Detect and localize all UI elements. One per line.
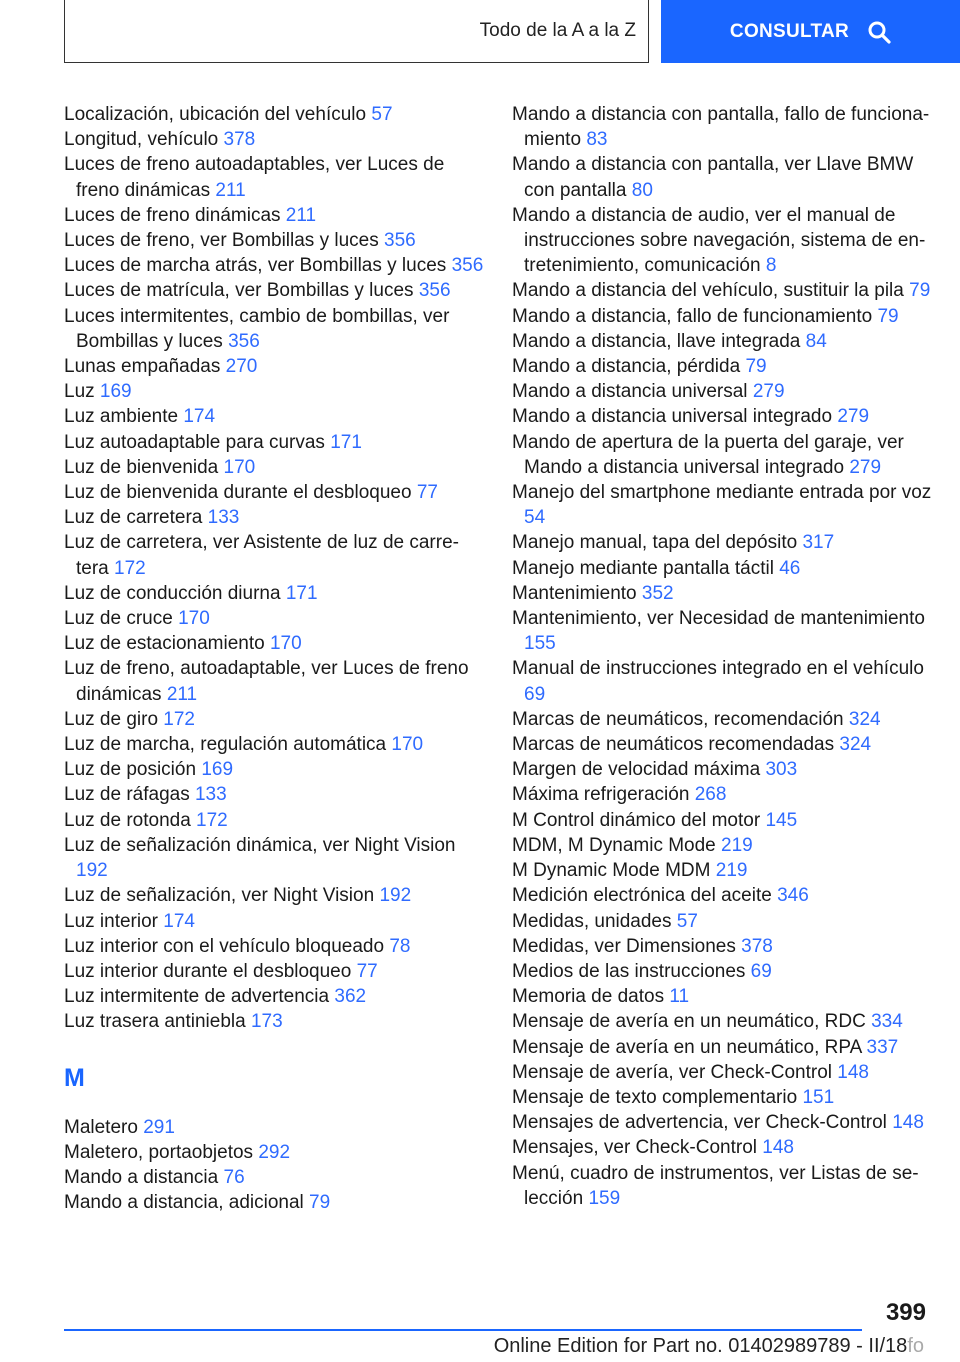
page-link[interactable]: 77 xyxy=(416,482,438,504)
index-entry-text: Mantenimiento, ver Necesidad de mantenimiento xyxy=(512,608,925,630)
footer-divider xyxy=(64,1329,862,1331)
index-entry xyxy=(512,656,932,706)
page-link[interactable]: 79 xyxy=(309,1192,331,1214)
index-entry xyxy=(512,1110,932,1135)
index-entry-text: Medición electrónica del aceite xyxy=(512,885,772,907)
page-link[interactable]: 378 xyxy=(223,129,256,151)
index-entry-text: Lunas empañadas xyxy=(64,356,221,378)
index-entry xyxy=(64,127,484,152)
index-entry xyxy=(512,480,932,530)
index-entry-text: M Dynamic Mode MDM xyxy=(512,860,711,882)
page-link[interactable]: 362 xyxy=(334,986,367,1008)
index-entry xyxy=(512,404,932,429)
index-entry-text: Luces de freno dinámicas xyxy=(64,204,281,226)
index-entry xyxy=(64,152,484,202)
page-link[interactable]: 334 xyxy=(871,1011,903,1033)
page-link[interactable]: 356 xyxy=(451,255,484,277)
section-letter: M xyxy=(64,1063,85,1092)
index-entry xyxy=(64,883,484,908)
page-link[interactable]: 46 xyxy=(779,557,801,579)
index-entry xyxy=(64,808,484,833)
index-entry-text: Luces de freno autoadaptables, ver Luces de freno dinámicas xyxy=(64,154,445,201)
index-entry xyxy=(512,909,932,934)
page-link[interactable]: 170 xyxy=(391,734,424,756)
page-link[interactable]: 192 xyxy=(76,860,108,882)
page-link[interactable]: 169 xyxy=(201,759,234,781)
index-entry xyxy=(64,959,484,984)
index-entry xyxy=(64,278,484,303)
page-link[interactable]: 356 xyxy=(228,330,260,352)
search-icon xyxy=(867,20,891,44)
index-entry-text: Luz de cruce xyxy=(64,608,173,630)
index-entry xyxy=(64,757,484,782)
index-entry-text: Mensajes de advertencia, ver Check-Control xyxy=(512,1112,887,1134)
index-entry xyxy=(64,228,484,253)
page-link[interactable]: 170 xyxy=(269,633,302,655)
index-entry-text: Mando a distancia, pérdida xyxy=(512,356,741,378)
tab-a-to-z-label: Todo de la A a la Z xyxy=(479,20,636,41)
index-entry xyxy=(64,732,484,757)
page-link[interactable]: 324 xyxy=(839,734,872,756)
index-entry xyxy=(512,379,932,404)
page-link[interactable]: 79 xyxy=(745,356,767,378)
index-entry-text: Luz intermitente de advertencia xyxy=(64,986,330,1008)
index-entry xyxy=(64,455,484,480)
index-entry-text: Manejo manual, tapa del depósito xyxy=(512,532,798,554)
index-entry xyxy=(64,430,484,455)
page-link[interactable]: 219 xyxy=(721,834,753,856)
index-entry xyxy=(512,732,932,757)
index-entry-text: Manejo del smartphone mediante entrada por voz xyxy=(512,482,932,504)
page-link[interactable]: 337 xyxy=(866,1036,899,1058)
index-entry xyxy=(64,1190,484,1215)
page-link[interactable]: 80 xyxy=(631,179,653,201)
page-link[interactable]: 79 xyxy=(909,280,931,302)
index-entry xyxy=(512,556,932,581)
index-entry-text: Mando a distancia de audio, ver el manual de instrucciones sobre navegación, sistema de entretenimiento, comunicación xyxy=(512,204,926,277)
page-link[interactable]: 378 xyxy=(741,935,773,957)
index-entry-text: Mensaje de texto complementario xyxy=(512,1086,798,1108)
page-link[interactable]: 78 xyxy=(389,935,411,957)
index-entry xyxy=(64,379,484,404)
index-entry-text: Mando de apertura de la puerta del garaje, ver Mando a distancia universal integrado xyxy=(512,431,904,478)
index-entry-text: Marcas de neumáticos recomendadas xyxy=(512,734,835,756)
page-link[interactable]: 148 xyxy=(892,1112,924,1134)
index-entry-text: Medios de las instrucciones xyxy=(512,960,746,982)
index-entry xyxy=(512,1035,932,1060)
tab-a-to-z[interactable] xyxy=(64,0,649,63)
page-link[interactable]: 173 xyxy=(250,1011,283,1033)
index-entry-text: Manual de instrucciones integrado en el vehículo xyxy=(512,658,924,680)
index-entry-text: Mando a distancia xyxy=(64,1166,219,1188)
index-entry-text: M Control dinámico del motor xyxy=(512,809,761,831)
index-entry-text: Mando a distancia, adicional xyxy=(64,1192,304,1214)
index-entry-text: Luz de carretera xyxy=(64,507,203,529)
index-entry xyxy=(512,152,932,202)
index-entry xyxy=(512,707,932,732)
index-entry-text: Localización, ubicación del vehículo xyxy=(64,104,367,125)
page-link[interactable]: 170 xyxy=(178,608,210,630)
index-entry-text: Mando a distancia del vehículo, sustituir la pila xyxy=(512,280,904,302)
index-entry-text: Luz de señalización, ver Night Vision xyxy=(64,885,375,907)
index-entry-text: Mensaje de avería en un neumático, RPA xyxy=(512,1036,862,1058)
index-entry xyxy=(64,1115,484,1140)
page-link[interactable]: 192 xyxy=(379,885,412,907)
index-entry xyxy=(64,581,484,606)
index-entry xyxy=(512,1135,932,1160)
index-entry xyxy=(64,203,484,228)
index-entry xyxy=(64,480,484,505)
index-entry-text: Luces intermitentes, cambio de bombillas, ver Bombillas y luces xyxy=(64,305,450,352)
edition-text: Online Edition for Part no. 01402989789 - II/18 xyxy=(493,1335,908,1357)
index-entry xyxy=(512,102,932,152)
page-link[interactable]: 171 xyxy=(330,431,362,453)
index-entry xyxy=(64,404,484,429)
index-entry-text: Luz interior xyxy=(64,910,158,932)
page-link[interactable]: 356 xyxy=(418,280,451,302)
page-link[interactable]: 270 xyxy=(225,356,258,378)
index-entry-text: Luz autoadaptable para curvas xyxy=(64,431,325,453)
index-entry-text: Mando a distancia, llave integrada xyxy=(512,330,801,352)
index-entry xyxy=(64,253,484,278)
page-link[interactable]: 151 xyxy=(802,1086,835,1108)
index-entry xyxy=(64,354,484,379)
page-link[interactable]: 170 xyxy=(223,456,256,478)
index-entry xyxy=(64,782,484,807)
index-entry xyxy=(64,505,484,530)
page-link[interactable]: 77 xyxy=(356,960,378,982)
page-link[interactable]: 145 xyxy=(765,809,798,831)
index-entry-text: Mensajes, ver Check-Control xyxy=(512,1137,757,1159)
index-entry-text: Luz ambiente xyxy=(64,406,179,428)
index-list-l xyxy=(64,102,484,1035)
index-entry-text: Luz de marcha, regulación automática xyxy=(64,734,387,756)
index-entry-text: Mando a distancia con pantalla, ver Llave BMW con pantalla xyxy=(512,154,914,201)
index-entry-text: Margen de velocidad máxima xyxy=(512,759,761,781)
page-link[interactable]: 317 xyxy=(802,532,835,554)
page-link[interactable]: 148 xyxy=(762,1137,794,1159)
page-link[interactable]: 174 xyxy=(163,910,195,932)
index-entry-text: Luz interior con el vehículo bloqueado xyxy=(64,935,385,957)
index-entry-text: Mando a distancia universal integrado xyxy=(512,406,833,428)
page-link[interactable]: 83 xyxy=(586,129,608,151)
consult-label: CONSULTAR xyxy=(729,20,850,42)
page-link[interactable]: 133 xyxy=(194,784,227,806)
index-entry xyxy=(512,757,932,782)
index-entry xyxy=(512,833,932,858)
index-entry-text: Mando a distancia universal xyxy=(512,381,748,403)
page-link[interactable]: 172 xyxy=(163,708,195,730)
page-link[interactable]: 169 xyxy=(99,381,132,403)
index-entry xyxy=(512,934,932,959)
consult-button[interactable] xyxy=(661,0,960,63)
index-entry-text: Mensaje de avería en un neumático, RDC xyxy=(512,1011,866,1033)
index-entry xyxy=(64,606,484,631)
index-entry xyxy=(512,984,932,1009)
index-entry-text: Luz de freno, autoadaptable, ver Luces de freno dinámicas xyxy=(64,658,469,705)
index-entry-text: Mantenimiento xyxy=(512,582,637,604)
index-entry-text: Luz de conducción diurna xyxy=(64,582,281,604)
index-list-m xyxy=(64,1115,484,1216)
index-entry-text: Luz de posición xyxy=(64,759,197,781)
site-watermark: fo xyxy=(907,1335,924,1357)
page-link[interactable]: 79 xyxy=(877,305,899,327)
index-entry-text: Luz de rotonda xyxy=(64,809,191,831)
index-entry xyxy=(64,1165,484,1190)
page-link[interactable]: 268 xyxy=(694,784,727,806)
index-entry xyxy=(512,782,932,807)
page-link[interactable]: 57 xyxy=(371,104,393,125)
index-entry-text: Mando a distancia con pantalla, fallo de funcionamiento xyxy=(512,104,930,151)
page-link[interactable]: 11 xyxy=(669,986,690,1008)
index-entry-text: Mensaje de avería, ver Check-Control xyxy=(512,1061,832,1083)
index-column-left xyxy=(64,102,484,1215)
index-list-m-continued xyxy=(512,102,932,1211)
index-entry-text: Luces de freno, ver Bombillas y luces xyxy=(64,230,379,252)
page-link[interactable]: 54 xyxy=(524,507,546,529)
index-column-right xyxy=(512,102,932,1211)
index-entry-text: Maletero xyxy=(64,1116,138,1138)
index-entry xyxy=(512,203,932,279)
page-link[interactable]: 76 xyxy=(223,1166,245,1188)
page-number: 399 xyxy=(885,1299,926,1326)
index-entry-text: Longitud, vehículo xyxy=(64,129,219,151)
page-link[interactable]: 69 xyxy=(524,683,546,705)
page-link[interactable]: 346 xyxy=(777,885,809,907)
page-link[interactable]: 279 xyxy=(752,381,785,403)
index-entry-text: Luces de marcha atrás, ver Bombillas y luces xyxy=(64,255,447,277)
index-entry-text: Marcas de neumáticos, recomendación xyxy=(512,708,844,730)
index-entry xyxy=(512,430,932,480)
page-link[interactable]: 291 xyxy=(143,1116,175,1138)
page-link[interactable]: 172 xyxy=(114,557,146,579)
page-link[interactable]: 8 xyxy=(765,255,777,277)
index-entry xyxy=(64,631,484,656)
page-link[interactable]: 303 xyxy=(765,759,798,781)
index-entry-text: Luz de carretera, ver Asistente de luz de carretera xyxy=(64,532,459,579)
index-entry-text: Luz xyxy=(64,381,95,403)
footer-edition xyxy=(494,1335,924,1358)
page-link[interactable]: 174 xyxy=(183,406,216,428)
page-link[interactable]: 211 xyxy=(285,204,317,226)
page-link[interactable]: 211 xyxy=(215,179,246,201)
index-entry-text: Medidas, unidades xyxy=(512,910,672,932)
index-entry-text: Menú, cuadro de instrumentos, ver Listas de selección xyxy=(512,1162,919,1209)
index-entry xyxy=(512,959,932,984)
index-entry xyxy=(64,102,484,127)
index-entry-text: Luz de giro xyxy=(64,708,159,730)
index-entry-text: Máxima refrigeración xyxy=(512,784,690,806)
page-link[interactable]: 356 xyxy=(384,230,416,252)
index-entry-text: Luz interior durante el desbloqueo xyxy=(64,960,352,982)
index-entry-text: Luz de ráfagas xyxy=(64,784,190,806)
index-entry xyxy=(64,304,484,354)
page-link[interactable]: 155 xyxy=(524,633,556,655)
index-entry xyxy=(512,808,932,833)
index-entry-text: Luces de matrícula, ver Bombillas y luces xyxy=(64,280,414,302)
index-entry-text: Mando a distancia, fallo de funcionamiento xyxy=(512,305,873,327)
index-entry xyxy=(64,1009,484,1034)
page-link[interactable]: 324 xyxy=(848,708,881,730)
index-entry xyxy=(512,1161,932,1211)
index-entry xyxy=(512,858,932,883)
index-entry-text: Luz de bienvenida durante el desbloqueo xyxy=(64,482,412,504)
index-entry xyxy=(64,934,484,959)
page-link[interactable]: 211 xyxy=(166,683,198,705)
index-entry xyxy=(64,909,484,934)
index-entry-text: Maletero, portaobjetos xyxy=(64,1141,254,1163)
page-link[interactable]: 148 xyxy=(837,1061,869,1083)
index-entry xyxy=(64,656,484,706)
page-link[interactable]: 172 xyxy=(196,809,228,831)
index-entry-text: Medidas, ver Dimensiones xyxy=(512,935,736,957)
page-link[interactable]: 279 xyxy=(837,406,870,428)
index-entry-text: Luz de estacionamiento xyxy=(64,633,265,655)
page-link[interactable]: 133 xyxy=(207,507,240,529)
index-entry-text: Manejo mediante pantalla táctil xyxy=(512,557,774,579)
index-entry xyxy=(512,278,932,303)
page-link[interactable]: 352 xyxy=(641,582,674,604)
index-entry xyxy=(512,304,932,329)
index-entry xyxy=(64,707,484,732)
index-entry xyxy=(512,329,932,354)
index-entry xyxy=(512,530,932,555)
index-entry xyxy=(64,984,484,1009)
index-entry xyxy=(512,883,932,908)
index-entry-text: Luz trasera antiniebla xyxy=(64,1011,246,1033)
index-entry xyxy=(512,1085,932,1110)
index-entry-text: MDM, M Dynamic Mode xyxy=(512,834,716,856)
page-link[interactable]: 171 xyxy=(285,582,318,604)
page-link[interactable]: 159 xyxy=(588,1187,621,1209)
index-entry xyxy=(512,354,932,379)
index-entry xyxy=(512,606,932,656)
index-entry xyxy=(512,1009,932,1034)
page-link[interactable]: 292 xyxy=(258,1141,291,1163)
page-link[interactable]: 84 xyxy=(805,330,827,352)
index-entry-text: Luz de bienvenida xyxy=(64,456,219,478)
index-entry xyxy=(64,530,484,580)
page-link[interactable]: 69 xyxy=(750,960,772,982)
page-link[interactable]: 57 xyxy=(676,910,698,932)
index-entry xyxy=(512,581,932,606)
page-link[interactable]: 279 xyxy=(849,456,882,478)
page-link[interactable]: 219 xyxy=(715,860,748,882)
index-entry xyxy=(512,1060,932,1085)
index-entry xyxy=(64,833,484,883)
index-entry xyxy=(64,1140,484,1165)
index-entry-text: Memoria de datos xyxy=(512,986,665,1008)
index-entry-text: Luz de señalización dinámica, ver Night Vision xyxy=(64,834,456,856)
